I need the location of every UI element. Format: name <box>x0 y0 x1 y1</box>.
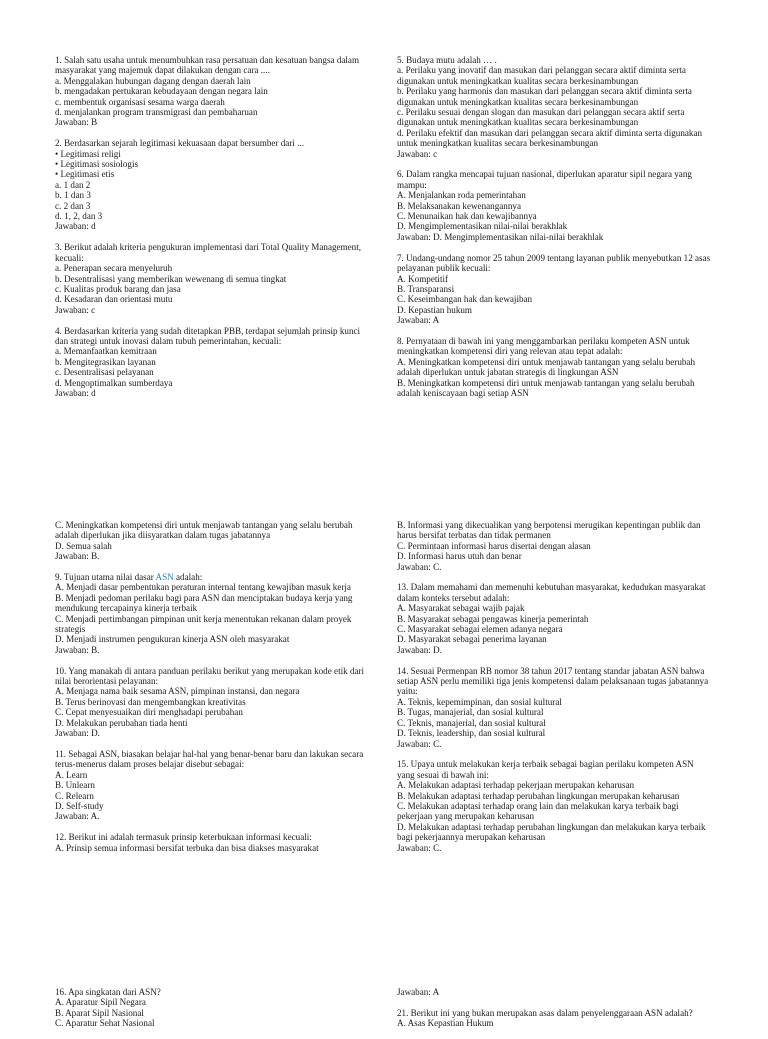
text-line: A. Kompetitif <box>397 273 449 284</box>
text-line: 21. Berikut ini yang bukan merupakan asas dalam penyelenggaraan ASN adalah? <box>397 1007 693 1018</box>
text-line: dalam konteks tersebut adalah: <box>397 592 510 603</box>
question-block <box>55 326 373 399</box>
text-line: 1. Salah satu usaha untuk menumbuhkan rasa persatuan dan kesatuan bangsa dalam <box>55 55 360 65</box>
text-line: D. Masyarakat sebagai penerima layanan <box>397 634 547 645</box>
text-line: digunakan untuk meningkatkan kualitas secara berkesinambungan <box>397 96 639 107</box>
text-line: yaitu: <box>397 686 418 697</box>
text-line: C. Aparatur Sehat Nasional <box>55 1018 155 1029</box>
right-column <box>397 520 715 863</box>
text-line: b. Perilaku yang harmonis dan masukan dari pelanggan secara aktif diminta serta <box>397 86 692 97</box>
question-block <box>55 55 373 128</box>
text-line: A. Melakukan adaptasi terhadap pekerjaan merupakan keharusan <box>397 780 635 791</box>
text-line: D. Kepastian hukum <box>397 304 473 315</box>
text-line: untuk meningkatkan kualitas secara berkesinambungan <box>397 138 599 149</box>
text-line: 2. Berdasarkan sejarah legitimasi kekuasaan dapat bersumber dari ... <box>55 138 304 149</box>
question-block <box>55 242 373 315</box>
text-line: Jawaban: D. <box>397 644 442 655</box>
text-line: D. Melakukan perubahan tiada henti <box>55 717 188 728</box>
question-block <box>55 832 373 853</box>
document-page-1 <box>0 0 768 470</box>
text-line: C. Meningkatkan kompetensi diri untuk menjawab tantangan yang selalu berubah <box>55 520 353 530</box>
text-line: Jawaban: d <box>55 387 96 398</box>
asn-link[interactable]: ASN <box>155 572 174 583</box>
text-line: c. membentuk organisasi sesama warga daerah <box>55 96 225 107</box>
text-line: B. Informasi yang dikecualikan yang berpotensi merugikan kepentingan publik dan <box>397 520 701 530</box>
text-line: C. Menunaikan hak dan kewajibannya <box>397 211 537 222</box>
text-line: c. Perilaku sesuai dengan slogan dan masukan dari pelanggan secara aktif serta <box>397 107 685 118</box>
text-line: C. Melakukan adaptasi terhadap orang lain dan melakukan karya terbaik bagi <box>397 800 679 811</box>
text-line: A. Menjaga nama baik sesama ASN, pimpinan instansi, dan negara <box>55 686 300 697</box>
text-line: b. mengadakan pertukaran kebudayaan dengan negara lain <box>55 86 268 97</box>
text-line: bagi pekerjaannya merupakan keharusan <box>397 832 546 843</box>
text-line: d. Mengoptimalkan sumberdaya <box>55 377 173 388</box>
right-column <box>397 55 715 409</box>
text-line: 16. Apa singkatan dari ASN? <box>55 987 161 997</box>
text-line: • Legitimasi etis <box>55 169 115 180</box>
text-line: A. Masyarakat sebagai wajib pajak <box>397 603 525 614</box>
question-block <box>55 138 373 232</box>
text-line: b. Desentralisasi yang memberikan wewenang di semua tingkat <box>55 273 287 284</box>
text-line: B. Transparansi <box>397 283 455 294</box>
text-line: A. Learn <box>55 769 88 780</box>
text-line: kecuali: <box>55 252 84 263</box>
text-line: Jawaban: c <box>397 148 438 159</box>
text-line: c. 2 dan 3 <box>55 200 91 211</box>
text-line: 8. Pernyataan di bawah ini yang menggambarkan perilaku kompeten ASN untuk <box>397 335 690 346</box>
text-line: a. 1 dan 2 <box>55 179 91 190</box>
text-line: 10. Yang manakah di antara panduan perilaku berikut yang merupakan kode etik dari <box>55 665 365 676</box>
question-block <box>397 666 715 749</box>
text-line: masyarakat yang majemuk dapat dilakukan dengan cara .... <box>55 65 270 76</box>
text-line: Jawaban: D. <box>55 728 100 739</box>
question-block <box>397 336 715 398</box>
text-line: 12. Berikut ini adalah termasuk prinsip keterbukaan informasi kecuali: <box>55 832 312 843</box>
text-line: harus bersifat terbatas dan tidak permanen <box>397 530 551 541</box>
text-line: B. Terus berinovasi dan mengembangkan kreativitas <box>55 696 246 707</box>
text-line: mampu: <box>397 179 427 190</box>
text-line: Jawaban: A <box>397 315 440 326</box>
question-block <box>55 666 373 739</box>
text-line: terus-menerus dalam proses belajar disebut sebagai: <box>55 759 245 770</box>
text-line: Jawaban: c <box>55 304 96 315</box>
text-line: D. Menjadi instrumen pengukuran kinerja ASN oleh masyarakat <box>55 634 290 645</box>
text-line: Jawaban: C. <box>397 561 442 572</box>
text-line: 6. Dalam rangka mencapai tujuan nasional, diperlukan aparatur sipil negara yang <box>397 169 692 180</box>
text-line: d. Kesadaran dan orientasi mutu <box>55 294 173 305</box>
text-line: C. Teknis, manajerial, dan sosial kultural <box>397 717 546 728</box>
text-line: C. Permintaan informasi harus disertai dengan alasan <box>397 540 591 551</box>
text-line: adalah diperlukan untuk jabatan strategis di lingkungan ASN <box>397 367 619 378</box>
text-line: setiap ASN perlu memiliki tiga jenis kompetensi dalam pelaksanaan tugas jabatannya <box>397 676 709 687</box>
text-line: Jawaban: A. <box>55 811 100 822</box>
text-line: pekerjaan yang merupakan keharusan <box>397 811 535 822</box>
text-line: D. Informasi harus utuh dan benar <box>397 551 522 562</box>
text-line: C. Keseimbangan hak dan kewajiban <box>397 294 533 305</box>
text-line: d. menjalankan program transmigrasi dan pembaharuan <box>55 107 258 118</box>
text-line: d. Perilaku efektif dan masukan dari pelanggan secara aktif diminta serta digunakan <box>397 127 703 138</box>
text-line: B. Melaksanakan kewenangannya <box>397 200 521 211</box>
text-line: mendukung tercapainya kinerja terbaik <box>55 603 198 614</box>
text-line: a. Memanfaatkan kemitraan <box>55 346 157 357</box>
text-line: adalah keniscayaan bagi setiap ASN <box>397 387 529 398</box>
text-line: nilai berorientasi pelayanan: <box>55 676 159 687</box>
text-line: digunakan untuk meningkatkan kualitas secara berkesinambungan <box>397 75 639 86</box>
question-block <box>397 759 715 853</box>
question-block <box>397 253 715 326</box>
text-line: Jawaban: B. <box>55 551 100 562</box>
text-line: C. Cepat menyesuaikan diri menghadapi perubahan <box>55 707 243 718</box>
text-line: A. Meningkatkan kompetensi diri untuk menjawab tantangan yang selalu berubah <box>397 356 695 367</box>
text-line: 7. Undang-undang nomor 25 tahun 2009 tentang layanan publik menyebutkan 12 asas <box>397 252 711 263</box>
text-line: D. Mengimplementasikan nilai-nilai berakhlak <box>397 221 568 232</box>
text-line: 11. Sebagai ASN, biasakan belajar hal-hal yang benar-benar baru dan lakukan secara <box>55 748 364 759</box>
text-line: D. Self-study <box>55 800 104 811</box>
text-line: B. Unlearn <box>55 780 95 791</box>
text-line: D. Teknis, leadership, dan sosial kultural <box>397 728 546 739</box>
text-line: B. Meningkatkan kompetensi diri untuk menjawab tantangan yang selalu berubah <box>397 377 695 388</box>
text-line: C. Menjadi pertimbangan pimpinan unit kerja menentukan rekanan dalam proyek <box>55 613 352 624</box>
text-line: A. Teknis, kepemimpinan, dan sosial kultural <box>397 696 562 707</box>
question-block <box>397 987 715 997</box>
document-page-2 <box>0 470 768 970</box>
text-line: B. Aparat Sipil Nasional <box>55 1007 144 1018</box>
question-block <box>55 572 373 655</box>
question-block <box>397 582 715 655</box>
text-line: yang sesuai di bawah ini: <box>397 769 489 780</box>
text-line: meningkatkan kompetensi diri yang relevan atau tepat adalah: <box>397 346 623 357</box>
text-line: A. Aparatur Sipil Negara <box>55 997 146 1008</box>
text-line: 14. Sesuai Permenpan RB nomor 38 tahun 2017 tentang standar jabatan ASN bahwa <box>397 665 705 676</box>
text-line: D. Melakukan adaptasi terhadap perubahan lingkungan dan melakukan karya terbaik <box>397 821 706 832</box>
text-line: b. Mengitegrasikan layanan <box>55 356 156 367</box>
text-line: a. Perilaku yang inovatif dan masukan dari pelanggan secara aktif diminta serta <box>397 65 686 76</box>
text-line: Jawaban: B. <box>55 644 100 655</box>
text-line: a. Penerapan secara menyeluruh <box>55 263 173 274</box>
text-line: Jawaban: C. <box>397 738 442 749</box>
text-line: A. Prinsip semua informasi bersifat terbuka dan bisa diakses masyarakat <box>55 842 319 853</box>
text-line: c. Desentralisasi pelayanan <box>55 367 154 378</box>
text-line: D. Semua salah <box>55 540 112 551</box>
text-line: C. Masyarakat sebagai elemen adanya negara <box>397 624 563 635</box>
text-line: Jawaban: C. <box>397 842 442 853</box>
text-line: strategis <box>55 624 86 635</box>
question-block <box>397 1008 715 1029</box>
text-line: pelayanan publik kecuali: <box>397 263 491 274</box>
text-line: adalah diperlukan jika diisyaratkan dalam tugas jabatannya <box>55 530 271 541</box>
left-column <box>55 520 373 863</box>
document-page-3 <box>0 970 768 1029</box>
text-line: A. Asas Kepastian Hukum <box>397 1018 494 1029</box>
question-block <box>55 520 373 562</box>
text-line: Jawaban: B <box>55 117 98 128</box>
question-block <box>397 55 715 159</box>
left-column <box>55 55 373 409</box>
left-column <box>55 987 373 1039</box>
text-line: A. Menjalankan roda pemerintahan <box>397 190 526 201</box>
text-line: Jawaban: D. Mengimplementasikan nilai-nilai berakhlak <box>397 231 604 242</box>
text-line: 13. Dalam memahami dan memenuhi kebutuhan masyarakat, kedudukan masyarakat <box>397 582 706 593</box>
text-line: d. 1, 2, dan 3 <box>55 211 103 222</box>
text-line: B. Masyarakat sebagai pengawas kinerja pemerintah <box>397 613 589 624</box>
text-line: dan strategi untuk inovasi dalam tubuh pemerintahan, kecuali: <box>55 335 282 346</box>
question-block <box>397 169 715 242</box>
text-line: b. 1 dan 3 <box>55 190 91 201</box>
text-line: B. Melakukan adaptasi terhadap perubahan lingkungan merupakan keharusan <box>397 790 680 801</box>
text-line: A. Menjadi dasar pembentukan peraturan internal tentang kewajiban masuk kerja <box>55 582 351 593</box>
text-line: Jawaban: d <box>55 221 96 232</box>
text-line: C. Relearn <box>55 790 94 801</box>
text-line: a. Menggalakan hubungan dagang dengan daerah lain <box>55 75 251 86</box>
text-line: 5. Budaya mutu adalah … . <box>397 55 497 65</box>
text-line: B. Menjadi pedoman perilaku bagi para ASN dan menciptakan budaya kerja yang <box>55 592 353 603</box>
question-block <box>397 520 715 572</box>
text-line: • Legitimasi sosiologis <box>55 159 139 170</box>
question-block <box>55 749 373 822</box>
text-line: c. Kualitas produk barang dan jasa <box>55 283 181 294</box>
text-line: 4. Berdasarkan kriteria yang sudah ditetapkan PBB, terdapat sejumlah prinsip kunci <box>55 325 361 336</box>
text-line: 15. Upaya untuk melakukan kerja terbaik sebagai bagian perilaku kompeten ASN <box>397 759 694 770</box>
text-line: Jawaban: A <box>397 987 440 997</box>
text-line: 3. Berikut adalah kriteria pengukuran implementasi dari Total Quality Management, <box>55 242 362 253</box>
question-block <box>55 987 373 1029</box>
text-line: B. Tugas, manajerial, dan sosial kultural <box>397 707 544 718</box>
right-column <box>397 987 715 1039</box>
text-line: • Legitimasi religi <box>55 148 121 159</box>
text-line: 9. Tujuan utama nilai dasar ASN adalah: <box>55 572 203 583</box>
text-line: digunakan untuk meningkatkan kualitas secara berkesinambungan <box>397 117 639 128</box>
